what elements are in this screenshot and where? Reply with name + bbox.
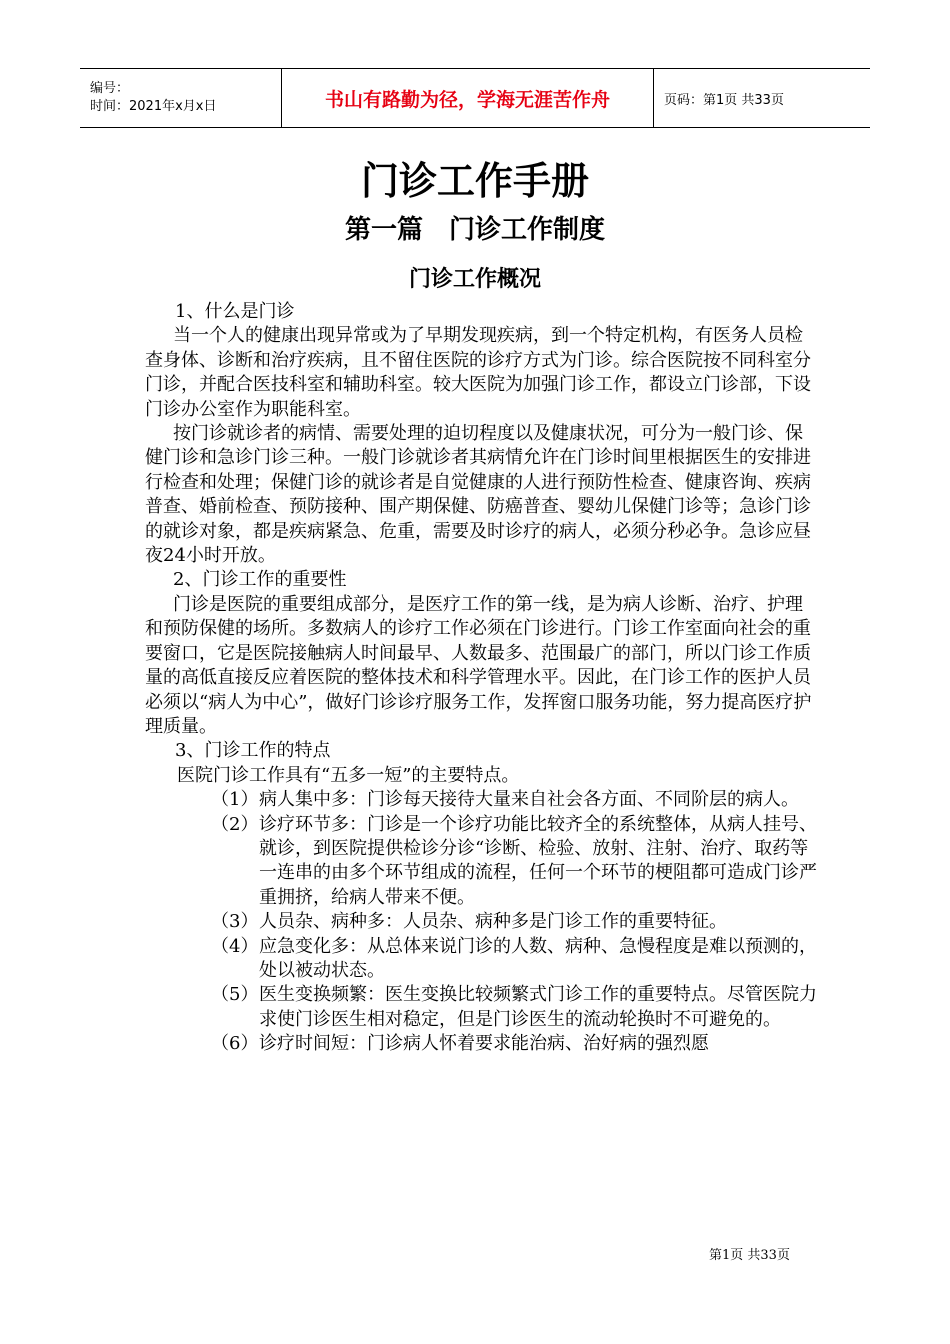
list-item [145,788,817,812]
heading-characteristics: 3、门诊工作的特点 [175,740,331,762]
paragraph-importance: 门诊是医院的重要组成部分，是医疗工作的第一线，是为病人诊断、治疗、护理和预防保健的场所。多数病人的诊疗工作必须在门诊进行。门诊工作室面向社会的重要窗口，它是医院接触病人时间最早、人数最多、范围最广的部门，所以门诊工作质量的高低直接反应着医院的整体技术和科学管理水平。因此，在门诊工作的医护人员必须以“病人为中心”，做好门诊诊疗服务工作，发挥窗口服务功能，努力提高医疗护理质量。 [145,593,812,737]
header-page-info: 页码：第1页 共33页 [664,92,784,108]
document-time-label: 时间：2021年x月x日 [90,99,217,114]
list-item [145,983,817,1032]
list-item [145,910,817,934]
list-item-text: 应急变化多：从总体来说门诊的人数、病种、急慢程度是难以预测的，处以被动状态。 [259,935,817,981]
paragraph-definition: 当一个人的健康出现异常或为了早期发现疾病，到一个特定机构，有医务人员检查身体、诊断和治疗疾病，且不留住医院的诊疗方式为门诊。综合医院按不同科室分门诊，并配合医技科室和辅助科室。较大医院为加强门诊工作，都设立门诊部，下设门诊办公室作为职能科室。 [145,325,811,420]
list-item-number: （2） [211,813,259,835]
list-item [145,935,817,984]
list-item-number: （3） [211,911,259,933]
list-item-text: 诊疗时间短：门诊病人怀着要求能治病、治好病的强烈愿 [259,1033,709,1055]
list-item-number: （6） [211,1033,259,1055]
list-item-number: （1） [211,789,259,811]
list-item-text: 病人集中多：门诊每天接待大量来自社会各方面、不同阶层的病人。 [259,789,799,811]
list-item-number: （5） [211,984,259,1006]
header-meta [80,69,282,127]
section-title: 门诊工作概况 [408,267,541,292]
part-title: 第一篇 门诊工作制度 [344,215,605,245]
heading-importance: 2、门诊工作的重要性 [173,569,347,591]
page-header [80,68,870,128]
list-item-number: （4） [211,935,259,957]
list-item [145,1032,817,1056]
document-body [145,300,817,1057]
header-motto: 书山有路勤为径，学海无涯苦作舟 [282,69,654,127]
list-item-text: 人员杂、病种多：人员杂、病种多是门诊工作的重要特征。 [259,911,727,933]
document-title: 门诊工作手册 [360,159,589,203]
list-item [145,813,817,911]
paragraph-characteristics-intro: 医院门诊工作具有“五多一短”的主要特点。 [177,764,520,786]
list-item-text: 医生变换频繁：医生变换比较频繁式门诊工作的重要特点。尽管医院力求使门诊医生相对稳定，但是门诊医生的流动轮换时不可避免的。 [259,984,817,1030]
document-number-label: 编号： [90,81,130,96]
paragraph-classification: 按门诊就诊者的病情、需要处理的迫切程度以及健康状况，可分为一般门诊、保健门诊和急诊门诊三种。一般门诊就诊者其病情允许在门诊时间里根据医生的安排进行检查和处理；保健门诊的就诊者是自觉健康的人进行预防性检查、健康咨询、疾病普查、婚前检查、预防接种、围产期保健、防癌普查、婴幼儿保健门诊等；急诊门诊的就诊对象，都是疾病紧急、危重，需要及时诊疗的病人，必须分秒必争。急诊应昼夜24小时开放。 [145,423,811,567]
page-footer: 第1页 共33页 [709,1248,790,1263]
heading-what-is-outpatient: 1、什么是门诊 [175,301,295,322]
list-item-text: 诊疗环节多：门诊是一个诊疗功能比较齐全的系统整体，从病人挂号、就诊，到医院提供检诊分诊“诊断、检验、放射、注射、治疗、取药等一连串的由多个环节组成的流程，任何一个环节的梗阻都可造成门诊严重拥挤，给病人带来不便。 [259,813,817,908]
